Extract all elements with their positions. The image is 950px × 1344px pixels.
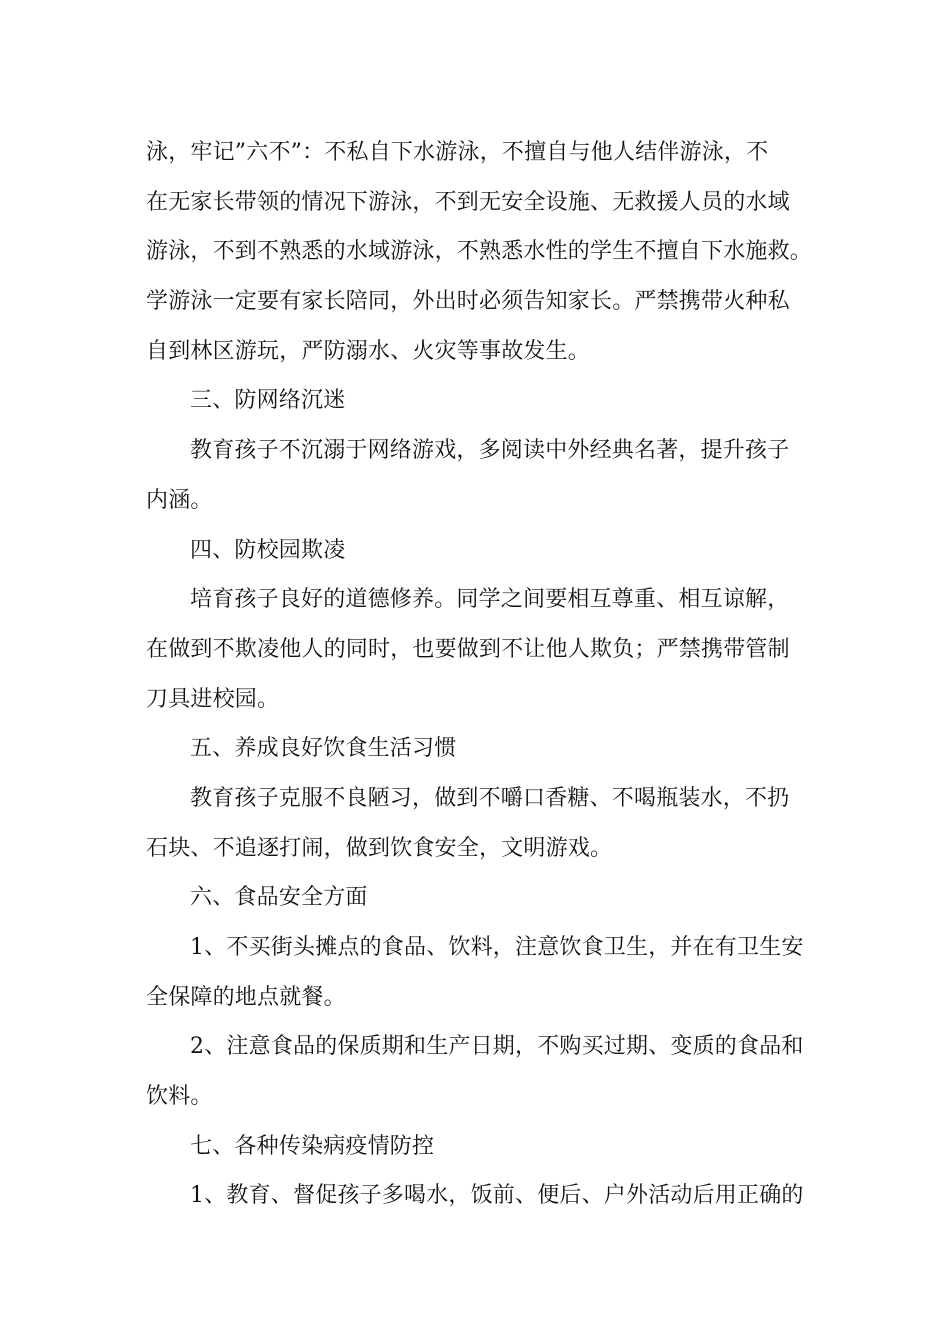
text-line-5: 自到林区游玩，严防溺水、火灾等事故发生。 [146,338,591,364]
section-heading-6: 六、食品安全方面 [190,885,368,911]
section-heading-7: 七、各种传染病疫情防控 [190,1133,435,1159]
text-line-22: 1、教育、督促孩子多喝水，饭前、便后、户外活动后用正确的 [190,1183,804,1209]
text-line-19: 2、注意食品的保质期和生产日期，不购买过期、变质的食品和 [190,1034,804,1060]
text-line-1: 泳，牢记”六不”：不私自下水游泳，不擅自与他人结伴游泳，不 [146,140,769,165]
text-line-17: 1、不买街头摊点的食品、饮料，注意饮食卫生，并在有卫生安 [190,935,804,960]
section-heading-5: 五、养成良好饮食生活习惯 [190,736,457,762]
text-line-12: 刀具进校园。 [146,686,280,712]
text-line-3: 游泳，不到不熟悉的水域游泳，不熟悉水性的学生不擅自下水施救。 [146,239,813,265]
text-line-20: 饮料。 [146,1084,213,1110]
text-line-2: 在无家长带领的情况下游泳，不到无安全设施、无救援人员的水域 [146,189,790,215]
text-line-7: 教育孩子不沉溺于网络游戏，多阅读中外经典名著，提升孩子 [190,438,790,464]
text-line-14: 教育孩子克服不良陋习，做到不嚼口香糖、不喝瓶装水，不扔 [190,785,790,811]
text-line-15: 石块、不追逐打闹，做到饮食安全，文明游戏。 [146,835,613,861]
document-body [146,128,826,1221]
section-heading-4: 四、防校园欺凌 [190,537,346,563]
section-heading-3: 三、防网络沉迷 [190,388,346,414]
text-line-8: 内涵。 [146,487,213,513]
text-line-10: 培育孩子良好的道德修养。同学之间要相互尊重、相互谅解， [190,587,790,613]
text-line-18: 全保障的地点就餐。 [146,984,346,1010]
text-line-4: 学游泳一定要有家长陪同，外出时必须告知家长。严禁携带火种私 [146,289,790,315]
text-line-11: 在做到不欺凌他人的同时，也要做到不让他人欺负；严禁携带管制 [146,636,790,662]
